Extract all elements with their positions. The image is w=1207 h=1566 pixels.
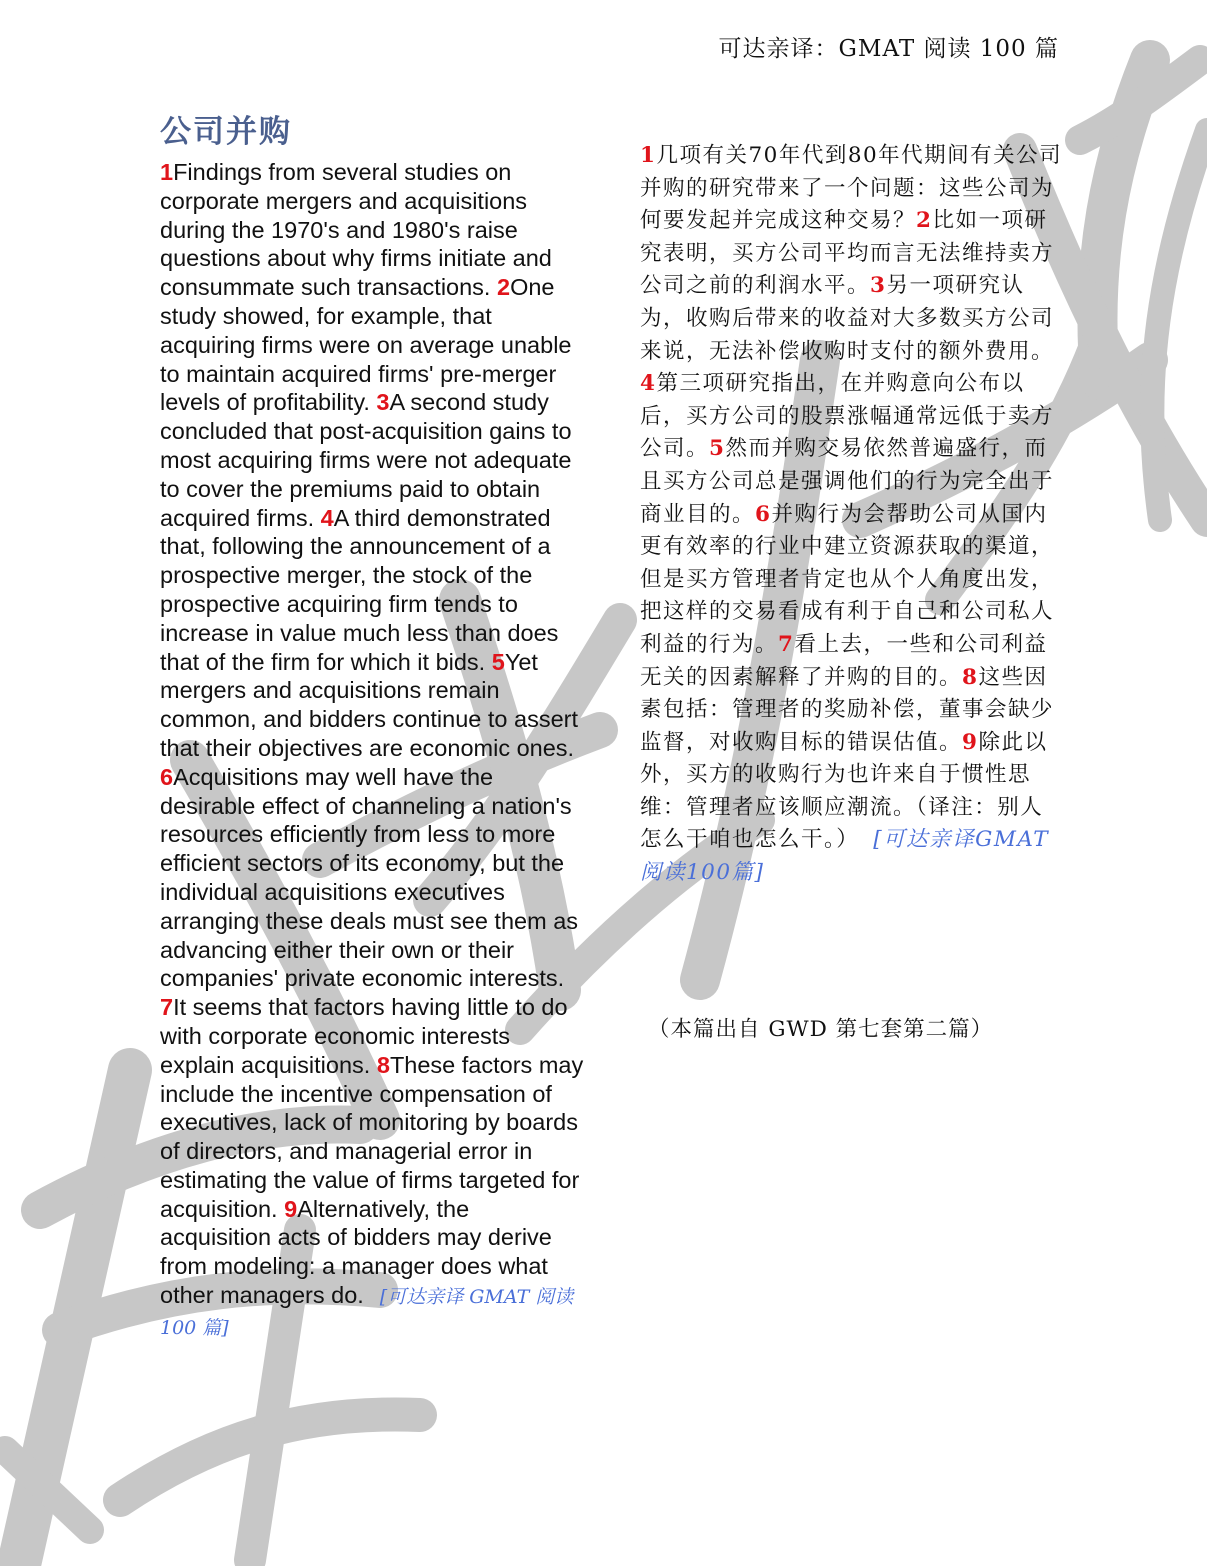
page-title: 公司并购 (160, 114, 292, 150)
sentence-number: 4 (320, 504, 334, 531)
sentence-text: Yet mergers and acquisitions remain common, and bidders continue to assert that their objectives are economic ones. (160, 648, 579, 761)
english-passage (160, 158, 586, 1343)
sentence-number: 4 (640, 371, 657, 397)
sentence-text: One study showed, for example, that acquiring firms were on average unable to maintain acquired firms' pre-merger levels of profitability. (160, 274, 572, 416)
sentence-text: 几项有关70年代到80年代期间有关公司并购的研究带来了一个问题：这些公司为何要发起并完成这种交易？ (640, 143, 1063, 234)
sentence-number: 5 (491, 648, 505, 675)
sentence-number: 1 (640, 143, 657, 168)
sentence-text: A second study concluded that post-acquisition gains to most acquiring firms were not adequate to cover the premiums paid to obtain acquired firms. (160, 389, 572, 531)
sentence-number: 6 (755, 501, 772, 527)
sentence-text: These factors may include the incentive compensation of executives, lack of monitoring by boards of directors, and managerial error in estimating the value of firms targeted for acquisition. (160, 1051, 584, 1222)
sentence-number: 6 (160, 763, 174, 790)
source-tag: [可达亲译GMAT阅读100篇] (640, 827, 1050, 886)
sentence-text: 另一项研究认为，收购后带来的收益对大多数买方公司来说，无法补偿收购时支付的额外费用。 (640, 273, 1055, 364)
sentence-text: 这些因素包括：管理者的奖励补偿，董事会缺少监督，对收购目标的错误估值。 (640, 664, 1055, 755)
sentence-text: Alternatively, the acquisition acts of bidders may derive from modeling: a manager does what other managers do. (160, 1195, 552, 1309)
sentence-number: 1 (160, 159, 174, 185)
sentence-text: 并购行为会帮助公司从国内更有效率的行业中建立资源获取的渠道，但是买方管理者肯定也从个人角度出发，把这样的交易看成有利于自己和公司私人利益的行为。 (640, 501, 1055, 657)
source-tag: [可达亲译 GMAT 阅读 100 篇] (160, 1286, 574, 1339)
sentence-number: 2 (497, 274, 511, 301)
sentence-number: 2 (916, 208, 933, 234)
sentence-text: Acquisitions may well have the desirable effect of channeling a nation's resources efficiently from less to more efficient sectors of its economy, but the individual acquisitions executives arranging these deals must see them as advancing either their own or their companies' private economic interests. (160, 763, 579, 992)
page-header: 可达亲译：GMAT 阅读 100 篇 (718, 36, 1059, 62)
sentence-number: 8 (962, 664, 979, 690)
sentence-number: 7 (160, 994, 174, 1021)
sentence-number: 5 (709, 436, 726, 462)
sentence-text: 除此以外，买方的收购行为也许来自于惯性思维：管理者应该顺应潮流。（译注：别人怎么干咱也怎么干。） (640, 729, 1048, 853)
sentence-number: 9 (284, 1195, 298, 1222)
sentence-text: 然而并购交易依然普遍盛行，而且买方公司总是强调他们的行为完全出于商业目的。 (640, 436, 1055, 527)
sentence-text: A third demonstrated that, following the announcement of a prospective merger, the stock of the prospective acquiring firm tends to increase in value much less than does that of the firm for which it bids. (160, 504, 559, 675)
sentence-text: 看上去，一些和公司利益无关的因素解释了并购的目的。 (640, 631, 1048, 690)
sentence-text: Findings from several studies on corporate mergers and acquisitions during the 1970's and 1980's raise questions about why firms initiate and consummate such transactions. (160, 159, 552, 301)
sentence-number: 3 (376, 389, 390, 416)
chinese-translation (640, 140, 1065, 890)
sentence-text: 第三项研究指出，在并购意向公布以后，买方公司的股票涨幅通常远低于卖方公司。 (640, 371, 1055, 462)
sentence-number: 9 (962, 729, 979, 755)
sentence-number: 3 (870, 273, 887, 299)
source-note: （本篇出自 GWD 第七套第二篇） (648, 1017, 994, 1042)
sentence-number: 7 (778, 631, 795, 657)
sentence-number: 8 (376, 1051, 390, 1078)
sentence-text: It seems that factors having little to do with corporate economic interests explain acquisitions. (160, 994, 568, 1078)
sentence-text: 比如一项研究表明，买方公司平均而言无法维持卖方公司之前的利润水平。 (640, 208, 1055, 299)
